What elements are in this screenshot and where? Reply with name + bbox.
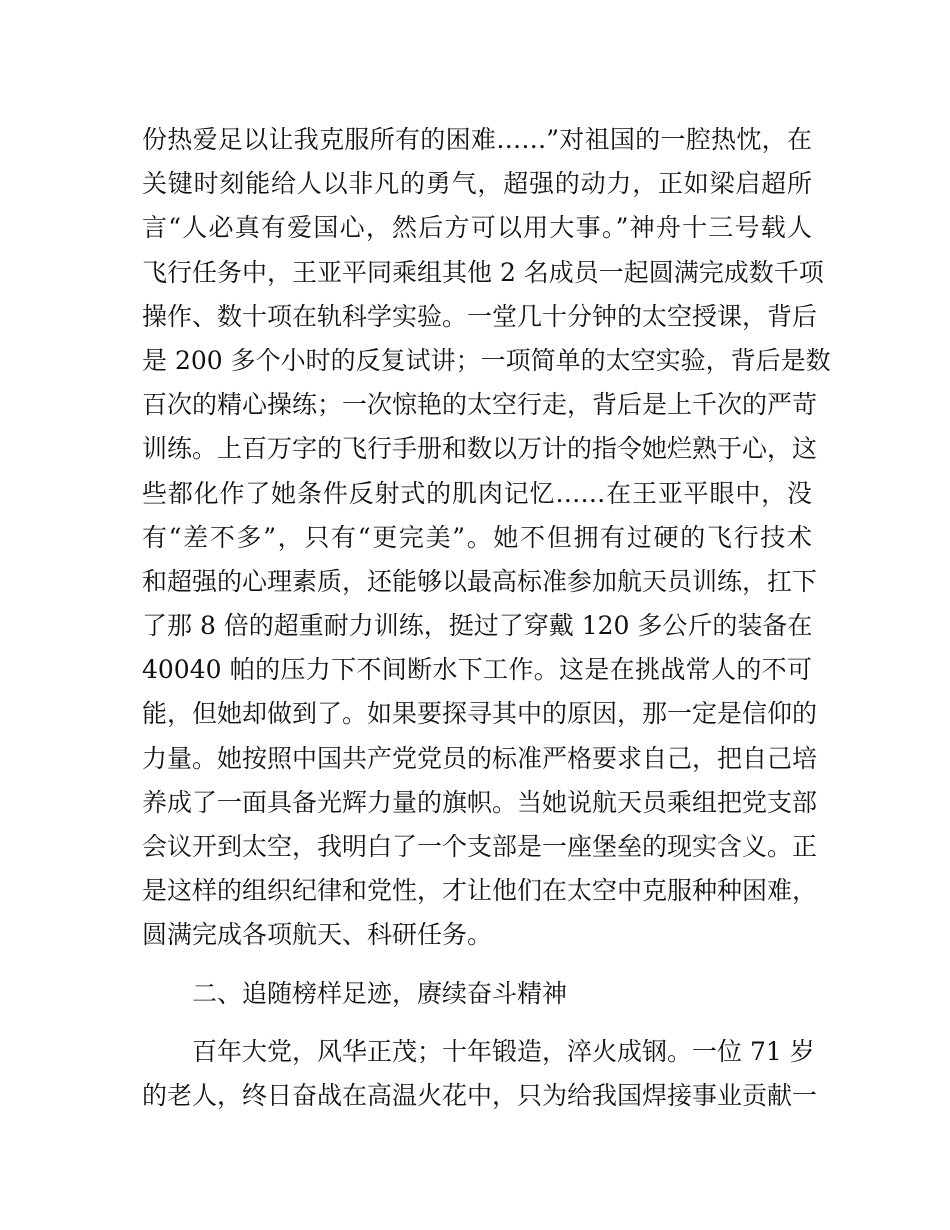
text-line: 操作、数十项在轨科学实验。一堂几十分钟的太空授课，背后: [142, 301, 818, 331]
text-line: 是这样的组织纪律和党性，才让他们在太空中克服种种困难，: [142, 876, 818, 906]
text-line: 关键时刻能给人以非凡的勇气，超强的动力，正如梁启超所: [142, 169, 812, 199]
text-line: 有“差不多”，只有“更完美”。她不但拥有过硬的飞行技术: [142, 522, 812, 552]
text-line: 40040 帕的压力下不间断水下工作。这是在挑战常人的不可: [142, 655, 812, 685]
text-line: 能，但她却做到了。如果要探寻其中的原因，那一定是信仰的: [142, 699, 818, 729]
text-line: 份热爱足以让我克服所有的困难……”对祖国的一腔热忱，在: [142, 125, 812, 154]
text-line: 了那 8 倍的超重耐力训练，挺过了穿戴 120 多公斤的装备在: [142, 611, 813, 641]
text-line: 训练。上百万字的飞行手册和数以万计的指令她烂熟于心，这: [142, 434, 818, 464]
text-line: 和超强的心理素质，还能够以最高标准参加航天员训练，扛下: [142, 566, 818, 596]
text-line: 圆满完成各项航天、科研任务。: [142, 920, 493, 950]
text-line: 的老人，终日奋战在高温火花中，只为给我国焊接事业贡献一: [142, 1080, 818, 1110]
text-line: 力量。她按照中国共产党党员的标准严格要求自己，把自己培: [142, 743, 818, 773]
text-line: 养成了一面具备光辉力量的旗帜。当她说航天员乘组把党支部: [142, 787, 818, 817]
text-line: 会议开到太空，我明白了一个支部是一座堡垒的现实含义。正: [142, 832, 818, 861]
text-line: 些都化作了她条件反射式的肌肉记忆……在王亚平眼中，没: [142, 478, 812, 508]
text-line: 百次的精心操练；一次惊艳的太空行走，背后是上千次的严苛: [142, 390, 818, 420]
text-line: 是 200 多个小时的反复试讲；一项简单的太空实验，背后是数: [142, 345, 831, 375]
text-line: 飞行任务中，王亚平同乘组其他 2 名成员一起圆满完成数千项: [142, 257, 824, 287]
text-line: 言“人必真有爱国心，然后方可以用大事。”神舟十三号载人: [142, 213, 812, 243]
document-body: [142, 118, 831, 1118]
text-line: 百年大党，风华正茂；十年锻造，淬火成钢。一位 71 岁: [192, 1036, 815, 1066]
paragraph-2: [142, 1030, 818, 1118]
section-heading: 二、追随榜样足迹，赓续奋斗精神: [192, 978, 568, 1008]
paragraph-1: [142, 118, 831, 958]
